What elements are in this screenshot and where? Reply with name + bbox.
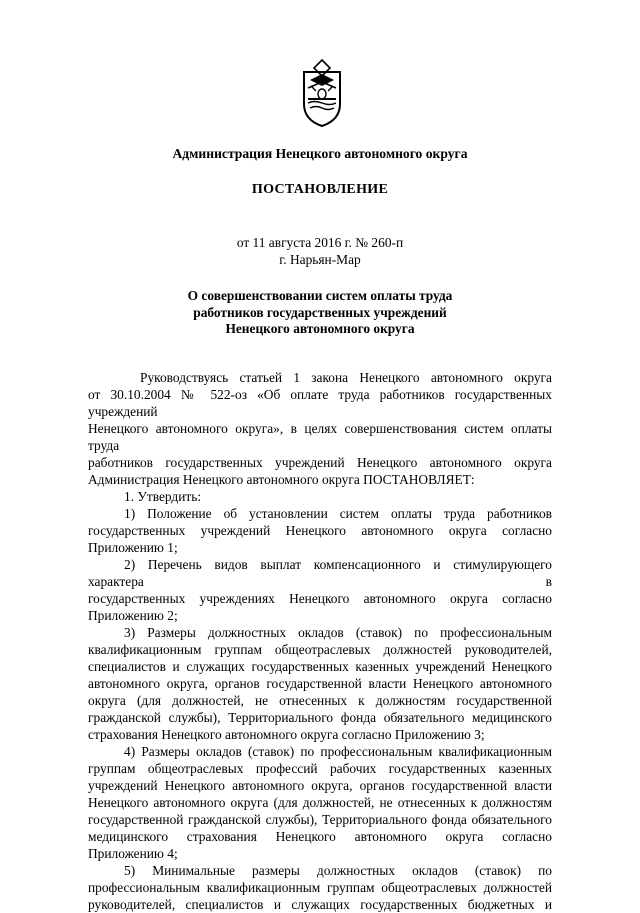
document-type: ПОСТАНОВЛЕНИЕ	[251, 182, 389, 197]
body-line: руководителей, специалистов и служащих государственных бюджетных и	[88, 897, 552, 912]
body-line: государственной гражданской службы), Территориального фонда обязательного	[88, 812, 552, 827]
body-line: профессиональным квалификационным группам общеотраслевых должностей	[88, 880, 552, 895]
body-line: учреждений Ненецкого автономного округа, органов государственной власти	[88, 778, 552, 793]
body-line: от 30.10.2004 № 522-оз «Об оплате труда работников государственных учреждений	[88, 387, 552, 419]
body-line: 3) Размеры должностных окладов (ставок) по профессиональным	[124, 625, 552, 640]
subject-line: работников государственных учреждений	[193, 304, 447, 320]
body-line: медицинского страхования Ненецкого автономного округа согласно	[88, 829, 552, 844]
body-line: 4) Размеры окладов (ставок) по профессиональным квалификационным	[124, 744, 552, 759]
document-body	[88, 369, 552, 913]
subject-line: Ненецкого автономного округа	[225, 321, 415, 336]
body-line: 2) Перечень видов выплат компенсационного и стимулирующего характера в	[88, 557, 552, 589]
body-line: округа (для должностей, не отнесенных к должностям государственной	[88, 693, 552, 708]
body-line: работников государственных учреждений Ненецкого автономного округа	[88, 455, 552, 470]
organization-title: Администрация Ненецкого автономного округа	[172, 146, 468, 161]
document-subject	[0, 288, 640, 338]
body-line: страхования Ненецкого автономного округа согласно Приложению 3;	[88, 727, 485, 742]
coat-of-arms-icon	[300, 58, 344, 128]
body-line: Ненецкого автономного округа (для должностей, не отнесенных к должностям	[88, 795, 552, 810]
body-line: Приложению 4;	[88, 846, 178, 861]
body-line: государственных учреждений Ненецкого автономного округа согласно	[88, 523, 552, 538]
document-city: г. Нарьян-Мар	[279, 252, 361, 267]
body-line: специалистов и служащих государственных казенных учреждений Ненецкого	[88, 659, 552, 674]
body-line: Приложению 2;	[88, 608, 178, 623]
body-line: 5) Минимальные размеры должностных окладов (ставок) по	[124, 863, 552, 878]
body-line: 1) Положение об установлении систем оплаты труда работников	[124, 506, 552, 521]
body-line: 1. Утвердить:	[124, 489, 202, 504]
subject-line: О совершенствовании систем оплаты труда	[187, 288, 453, 303]
body-line: Администрация Ненецкого автономного округа ПОСТАНОВЛЯЕТ:	[88, 472, 475, 487]
body-line: гражданской службы), Территориального фонда обязательного медицинского	[88, 710, 552, 725]
body-line: автономного округа, органов государственной власти Ненецкого автономного	[88, 676, 552, 691]
body-line: квалификационным группам общеотраслевых должностей руководителей,	[88, 642, 552, 657]
body-line: группам общеотраслевых профессий рабочих государственных казенных	[88, 761, 552, 776]
body-line: Руководствуясь статьей 1 закона Ненецкого автономного округа	[140, 370, 552, 385]
body-line: государственных учреждениях Ненецкого автономного округа согласно	[88, 591, 552, 606]
body-line: Ненецкого автономного округа», в целях совершенствования систем оплаты труда	[88, 421, 552, 453]
document-date-number: от 11 августа 2016 г. № 260-п	[236, 235, 404, 250]
body-line: Приложению 1;	[88, 540, 178, 555]
